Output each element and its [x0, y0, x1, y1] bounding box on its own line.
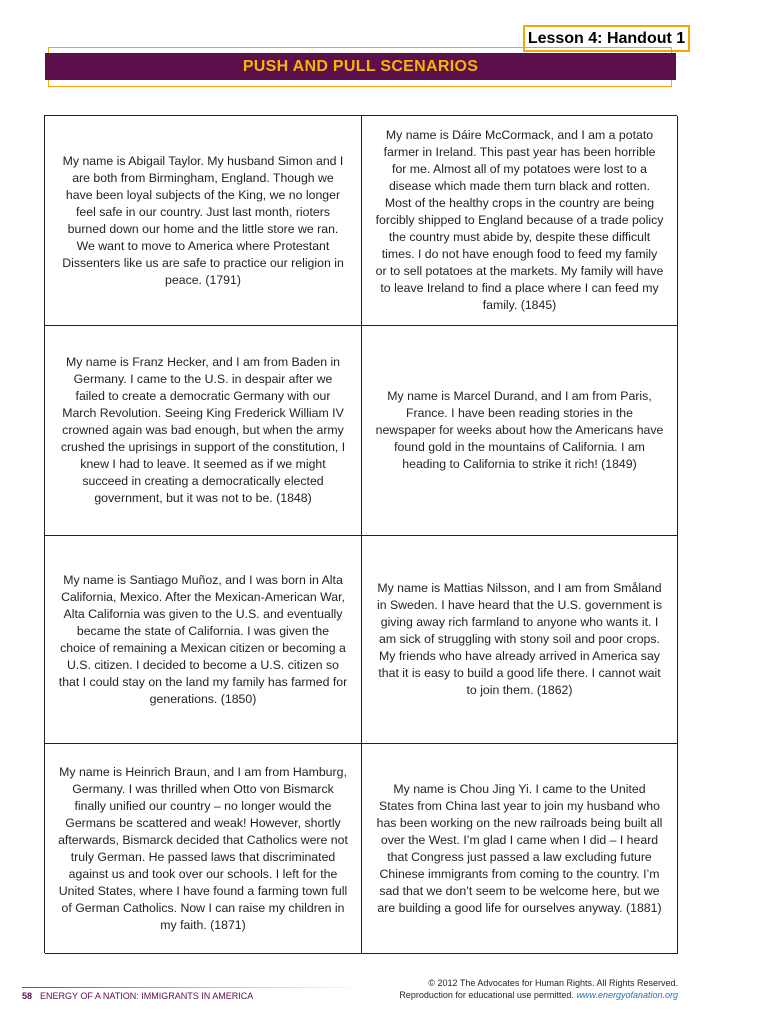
scenario-card-abigail-taylor: My name is Abigail Taylor. My husband Simon and I are both from Birmingham, England. Though we have been loyal subjects of the King, we no longer feel safe in our country. Just last month, rioters burned down our home and the little store we ran. We want to move to America where Protestant Dissenters like us are safe to practice our religion in peace. (1791) — [45, 116, 362, 326]
footer-left — [22, 991, 253, 1001]
scenario-grid — [44, 115, 677, 953]
lesson-label: Lesson 4: Handout 1 — [523, 25, 690, 52]
footer-right — [399, 977, 678, 1001]
footer-divider — [22, 987, 367, 988]
scenario-card-mattias-nilsson: My name is Mattias Nilsson, and I am from Småland in Sweden. I have heard that the U.S. government is giving away rich farmland to anyone who wants it. I am sick of struggling with stony soil and poor crops. My friends who have already arrived in America say that it is easy to build a good life there. I cannot wait to join them. (1862) — [362, 536, 678, 744]
scenario-card-santiago-munoz: My name is Santiago Muñoz, and I was born in Alta California, Mexico. After the Mexican-American War, Alta California was given to the U.S. and eventually became the state of California. I was given the choice of remaining a Mexican citizen or becoming a U.S. citizen. I decided to become a U.S. citizen so that I could stay on the land my family has farmed for generations. (1850) — [45, 536, 362, 744]
scenario-card-marcel-durand: My name is Marcel Durand, and I am from Paris, France. I have been reading stories in the newspaper for weeks about how the Americans have found gold in the mountains of California. I am heading to California to strike it rich! (1849) — [362, 326, 678, 536]
copyright-notice: © 2012 The Advocates for Human Rights. All Rights Reserved. — [428, 978, 678, 988]
page-title: PUSH AND PULL SCENARIOS — [45, 53, 676, 80]
scenario-card-franz-hecker: My name is Franz Hecker, and I am from Baden in Germany. I came to the U.S. in despair after we failed to create a democratic Germany with our March Revolution. Seeing King Frederick William IV crowned again was bad enough, but when the army crushed the uprisings in support of the constitution, I knew I had to leave. It seemed as if we might succeed in creating a democratically elected government, but it was not to be. (1848) — [45, 326, 362, 536]
page-number: 58 — [22, 991, 33, 1001]
scenario-card-chou-jing-yi: My name is Chou Jing Yi. I came to the United States from China last year to join my husband who has been working on the new railroads being built all over the West. I’m glad I came when I did – I heard that Congress just passed a law excluding future Chinese immigrants from coming to the country. I’m sad that we don’t seem to be welcome here, but we are building a good life for ourselves anyway. (1881) — [362, 744, 678, 954]
scenario-card-daire-mccormack: My name is Dáire McCormack, and I am a potato farmer in Ireland. This past year has been horrible for me. Almost all of my potatoes were lost to a disease which made them turn black and rotten. Most of the healthy crops in the country are being forcibly shipped to England because of a trade policy the country must abide by, despite these difficult times. I do not have enough food to feed my family or to sell potatoes at the markets. My family will have to leave Ireland to find a place where I can feed my family. (1845) — [362, 116, 678, 326]
reproduction-text: Reproduction for educational use permitted. — [399, 990, 574, 1000]
reproduction-notice — [399, 989, 678, 1001]
website-link[interactable]: www.energyofanation.org — [576, 990, 678, 1000]
scenario-card-heinrich-braun: My name is Heinrich Braun, and I am from Hamburg, Germany. I was thrilled when Otto von Bismarck finally unified our country – no longer would the Germans be scattered and weak! However, shortly afterwards, Bismarck decided that Catholics were not truly German. He passed laws that discriminated against us and took over our schools. I left for the United States, where I have found a farming town full of German Catholics. Now I can raise my children in my faith. (1871) — [45, 744, 362, 954]
book-title: ENERGY OF A NATION: IMMIGRANTS IN AMERICA — [40, 991, 254, 1001]
